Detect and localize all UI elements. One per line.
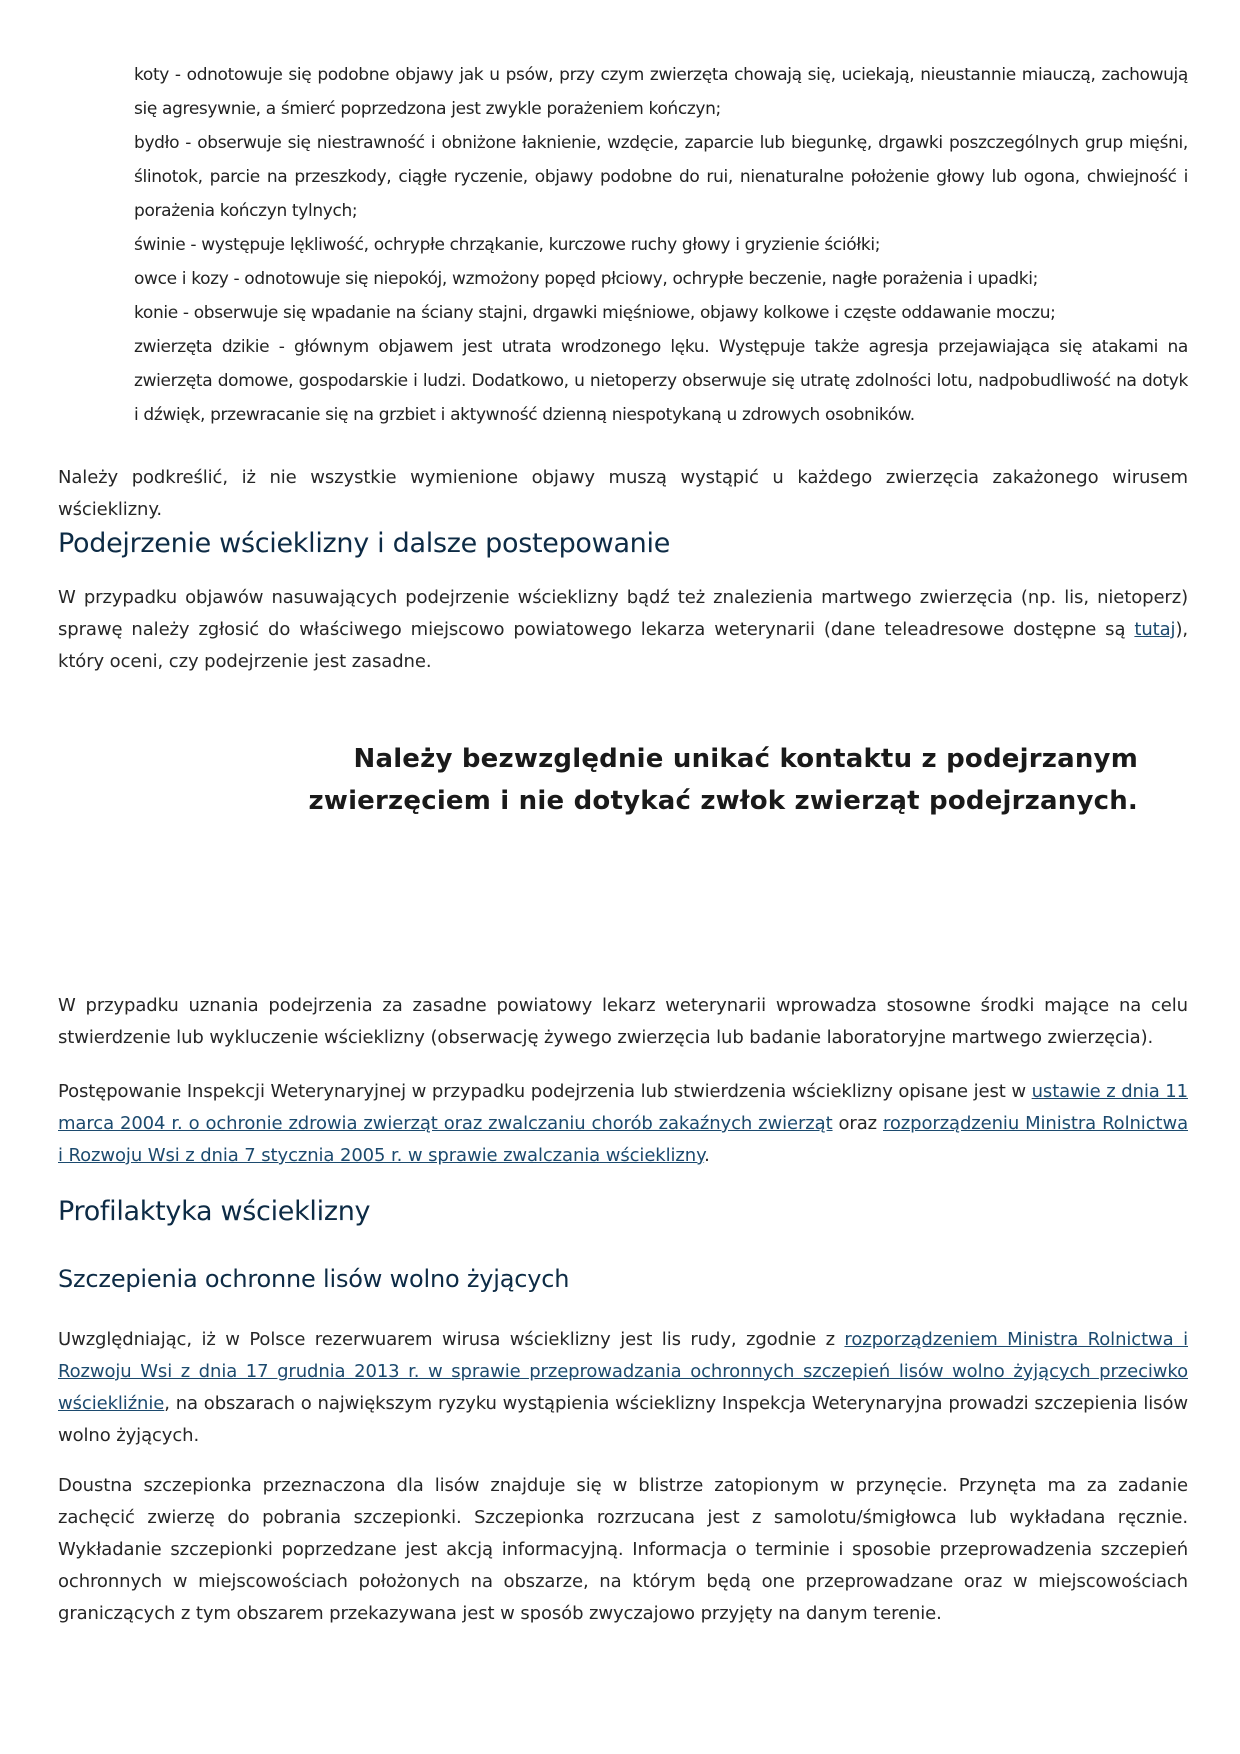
text-span: , na obszarach o największym ryzyku wystąpienia wścieklizny Inspekcja Weterynaryjna prowadzi szczepienia lisów wolno żyjących. [58,1393,1188,1446]
symptom-cattle: bydło - obserwuje się niestrawność i obniżone łaknienie, wzdęcie, zaparcie lub biegunkę, drgawki poszczególnych grup mięśni, ślinotok, parcie na przeszkody, ciągłe ryczenie, objawy podobne do rui, nienaturalne położenie głowy lub ogona, chwiejność i porażenia kończyn tylnych; [134,133,1188,221]
symptom-cats: koty - odnotowuje się podobne objawy jak u psów, przy czym zwierzęta chowają się, uciekają, nieustannie miauczą, zachowują się agresywnie, a śmierć poprzedzona jest zwykle porażeniem kończyn; [134,65,1188,119]
confirmation-paragraph: W przypadku uznania podejrzenia za zasadne powiatowy lekarz weterynarii wprowadza stosowne środki mające na celu stwierdzenie lub wykluczenie wścieklizny (obserwację żywego zwierzęcia lub badanie laboratoryjne martwego zwierzęcia). [58,995,1188,1048]
warning-callout [58,738,1138,822]
text-span: Uwzględniając, iż w Polsce rezerwuarem wirusa wścieklizny jest lis rudy, zgodnie z [58,1329,845,1350]
suspicion-paragraph [58,582,1188,678]
callout-line: Należy bezwzględnie unikać kontaktu z podejrzanym [353,744,1138,774]
section-heading-suspicion: Podejrzenie wścieklizny i dalsze postepowanie [58,528,671,559]
text-span: W przypadku objawów nasuwających podejrzenie wścieklizny bądź też znalezienia martwego zwierzęcia (np. lis, nietoperz) sprawę należy zgłosić do właściwego miejscowo powiatowego lekarza weterynarii (dane teleadresowe dostępne są [58,587,1188,640]
symptoms-note: Należy podkreślić, iż nie wszystkie wymienione objawy muszą wystąpić u każdego zwierzęcia zakażonego wirusem wścieklizny. [58,467,1188,520]
oral-vaccine-paragraph: Doustna szczepionka przeznaczona dla lisów znajduje się w blistrze zatopionym w przynęcie. Przynęta ma za zadanie zachęcić zwierzę do pobrania szczepionki. Szczepionka rozrzucana jest z samolotu/śmigłowca lub wykładana ręcznie. Wykładanie szczepionki poprzedzane jest akcją informacyjną. Informacja o terminie i sposobie przeprowadzenia szczepień ochronnych w miejscowościach położonych na obszarze, na którym będą one przeprowadzane oraz w miejscowościach graniczących z tym obszarem przekazywana jest w sposób zwyczajowo przyjęty na danym terenie. [58,1475,1188,1624]
vaccination-paragraph [58,1324,1188,1452]
text-span: Postępowanie Inspekcji Weterynaryjnej w przypadku podejrzenia lub stwierdzenia wścieklizny opisane jest w [58,1081,1032,1102]
text-span: . [704,1145,710,1166]
regulation-2005-link[interactable]: rozporządzeniu Ministra Rolnictwa i Rozwoju Wsi z dnia 7 stycznia 2005 r. w sprawie zwalczania wścieklizny [58,1113,1189,1166]
symptom-wild-animals: zwierzęta dzikie - głównym objawem jest utrata wrodzonego lęku. Występuje także agresja przejawiająca się atakami na zwierzęta domowe, gospodarskie i ludzi. Dodatkowo, u nietoperzy obserwuje się utratę zdolności lotu, nadpobudliwość na dotyk i dźwięk, przewracanie się na grzbiet i aktywność dzienną niespotykaną u zdrowych osobników. [134,337,1188,425]
symptom-pigs: świnie - występuje lękliwość, ochrypłe chrząkanie, kurczowe ruchy głowy i gryzienie ściółki; [134,235,881,255]
subheading-fox-vaccination: Szczepienia ochronne lisów wolno żyjących [58,1265,570,1293]
act-2004-link[interactable]: ustawie z dnia 11 marca 2004 r. o ochronie zdrowia zwierząt oraz zwalczaniu chorób zakaźnych zwierząt [58,1081,1188,1134]
callout-line: zwierzęciem i nie dotykać zwłok zwierząt podejrzanych. [308,786,1138,816]
section-heading-prophylaxis: Profilaktyka wścieklizny [58,1196,371,1227]
contact-data-link[interactable]: tutaj [1134,619,1176,640]
symptoms-list [134,58,1188,432]
regulation-2013-link[interactable]: rozporządzeniem Ministra Rolnictwa i Rozwoju Wsi z dnia 17 grudnia 2013 r. w sprawie przeprowadzania ochronnych szczepień lisów wolno żyjących przeciwko wściekliźnie [58,1329,1188,1414]
text-span: oraz [832,1113,883,1134]
symptom-sheep-goats: owce i kozy - odnotowuje się niepokój, wzmożony popęd płciowy, ochrypłe beczenie, nagłe porażenia i upadki; [134,269,1039,289]
symptom-horses: konie - obserwuje się wpadanie na ściany stajni, drgawki mięśniowe, objawy kolkowe i częste oddawanie moczu; [134,303,1056,323]
legal-basis-paragraph [58,1076,1188,1172]
text-span: ), który oceni, czy podejrzenie jest zasadne. [58,619,1188,672]
